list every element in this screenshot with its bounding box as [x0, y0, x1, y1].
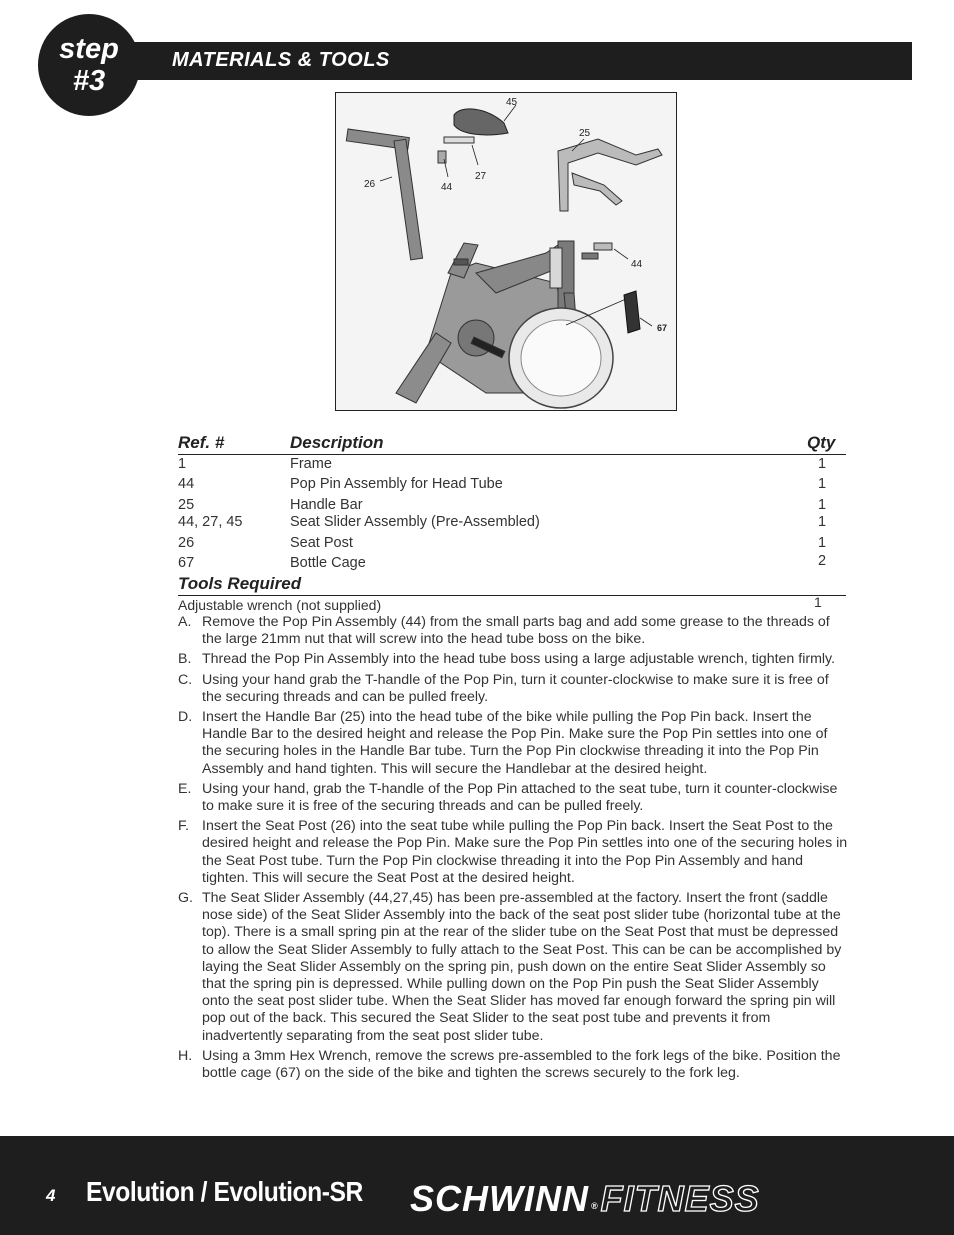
pop-pin-assembly [594, 243, 612, 250]
instruction-step [178, 781, 848, 815]
bike-assembly-diagram [335, 92, 677, 411]
row-ref: 44, 27, 45 [178, 514, 243, 530]
rear-leg [396, 333, 451, 403]
step-letter: E. [178, 780, 192, 797]
parts-table [178, 432, 846, 575]
callout-67: 67 [657, 323, 668, 333]
registered-mark: ® [590, 1201, 599, 1211]
row-qty: 1 [818, 514, 827, 530]
callout-44-seat: 44 [441, 182, 453, 193]
step-text: Thread the Pop Pin Assembly into the head tube boss using a large adjustable wrench, tighten firmly. [202, 651, 836, 668]
step-text: The Seat Slider Assembly (44,27,45) has been pre-assembled at the factory. Insert the front (saddle nose side) of the Seat Slider Assembly into the back of the seat post slider tube (horizontal tube at the top). There is a small spring pin at the rear of the slider tube on the Seat Post that must be depressed to allow the Seat Slider Assembly to fully attach to the Seat Post. This can be can be accomplished by laying the Seat Slider Assembly on the spring pin, push down on the entire Seat Slider Assembly so that the spring pin is depressed. While pulling down on the Pop Pin push the Seat Slider Assembly onto the seat post slider tube. When the Seat Slider has moved far enough forward the spring pin will pop out of the back. This secured the Seat Slider to the seat post tube and prevents it from inadvertently separating from the seat post slider tube. [202, 890, 842, 1044]
head-boss [550, 248, 562, 288]
saddle [454, 109, 508, 135]
step-text: Insert the Seat Post (26) into the seat tube while pulling the Pop Pin back. Insert the Seat Post to the desired height and release the Pop Pin. Make sure the Pop Pin settles into one of the securing holes in the Seat Post tube. Turn the Pop Pin clockwise threading it into the Pop Pin Assembly and hand tighten. This will secure the Seat Post at the desired height. [202, 818, 848, 886]
seat-pop-pin [454, 259, 468, 265]
step-text: Using your hand, grab the T-handle of the Pop Pin attached to the seat tube, turn it counter-clockwise to make sure it is free of the securing threads and can be pulled freely. [202, 780, 838, 815]
row-qty: 1 [818, 456, 827, 472]
bottle-cage [624, 291, 640, 333]
schwinn-fitness-logo [410, 1178, 760, 1220]
table-row [178, 555, 846, 575]
step-text: Using a 3mm Hex Wrench, remove the screws pre-assembled to the fork legs of the bike. Position the bottle cage (67) on the side of the bike and tighten the screws securely to the fork leg. [202, 1047, 841, 1082]
step-number: #3 [72, 65, 106, 97]
tools-title: Tools Required [178, 574, 302, 593]
row-description: Bottle Cage [290, 555, 366, 571]
table-row [178, 476, 846, 497]
callout-25: 25 [579, 128, 591, 139]
table-row [178, 514, 846, 535]
instruction-step [178, 672, 848, 706]
parts-table-header [178, 432, 846, 455]
head-pop-pin [582, 253, 598, 259]
page-number: 4 [46, 1186, 56, 1205]
section-title: MATERIALS & TOOLS [172, 49, 390, 71]
step-letter: G. [178, 890, 193, 907]
row-ref: 26 [178, 535, 195, 551]
row-description: Seat Post [290, 535, 353, 551]
page-footer [0, 1136, 954, 1235]
assembly-instructions [178, 614, 848, 1085]
step-text: Remove the Pop Pin Assembly (44) from the small parts bag and add some grease to the threads of the large 21mm nut that will screw into the head tube boss on the bike. [202, 614, 830, 648]
step-label: step [59, 33, 119, 65]
tool-description: Adjustable wrench (not supplied) [178, 597, 382, 613]
bike-illustration [336, 93, 676, 410]
row-qty: 1 [818, 535, 827, 551]
callout-45: 45 [506, 97, 518, 108]
ref-column-header: Ref. # [178, 433, 225, 452]
row-description: Frame [290, 456, 332, 472]
step-badge [38, 14, 140, 116]
instruction-step [178, 890, 848, 1045]
row-qty: 1 [818, 497, 827, 513]
description-column-header: Description [290, 433, 384, 452]
row-description: Pop Pin Assembly for Head Tube [290, 476, 503, 492]
seat-slider [444, 137, 474, 143]
row-qty: 1 [818, 476, 827, 492]
row-ref: 25 [178, 497, 195, 513]
brand-schwinn: SCHWINN [410, 1178, 589, 1219]
instruction-step [178, 818, 848, 887]
step-letter: A. [178, 614, 192, 630]
instruction-step [178, 651, 848, 668]
callout-44-head: 44 [631, 259, 643, 270]
qty-column-header: Qty [807, 433, 836, 452]
callout-27: 27 [475, 171, 487, 182]
row-qty: 2 [818, 553, 827, 569]
tools-required-section [178, 574, 846, 613]
instruction-step [178, 1048, 848, 1082]
step-text: Using your hand grab the T-handle of the Pop Pin, turn it counter-clockwise to make sure it is free of the securing threads and can be pulled freely. [202, 671, 829, 705]
row-ref: 1 [178, 456, 187, 472]
seat-post [394, 139, 423, 260]
tools-header [178, 574, 846, 596]
tool-item [178, 596, 846, 613]
instruction-step [178, 709, 848, 778]
step-letter: D. [178, 709, 193, 726]
row-ref: 67 [178, 555, 195, 571]
tool-qty: 1 [814, 594, 822, 610]
instruction-step [178, 614, 848, 648]
row-ref: 44 [178, 476, 195, 492]
step-letter: B. [178, 651, 192, 668]
step-letter: F. [178, 818, 190, 835]
step-text: Insert the Handle Bar (25) into the head tube of the bike while pulling the Pop Pin back. Insert the Handle Bar to the desired height and release the Pop Pin. Make sure the Pop Pin settles into one of the securing holes in the Handle Bar tube. Turn the Pop Pin clockwise threading it into the Pop Pin Assembly and hand tighten. This will secure the Handlebar at the desired height. [202, 709, 828, 777]
product-name: Evolution / Evolution-SR [86, 1176, 363, 1207]
section-title-bar [100, 42, 912, 80]
table-row [178, 535, 846, 555]
brand-fitness: FITNESS [600, 1178, 760, 1219]
row-description: Handle Bar [290, 497, 363, 513]
table-row [178, 497, 846, 514]
step-letter: C. [178, 671, 193, 688]
step-letter: H. [178, 1047, 193, 1064]
row-description: Seat Slider Assembly (Pre-Assembled) [290, 514, 540, 530]
table-row [178, 456, 846, 476]
callout-26: 26 [364, 179, 376, 190]
